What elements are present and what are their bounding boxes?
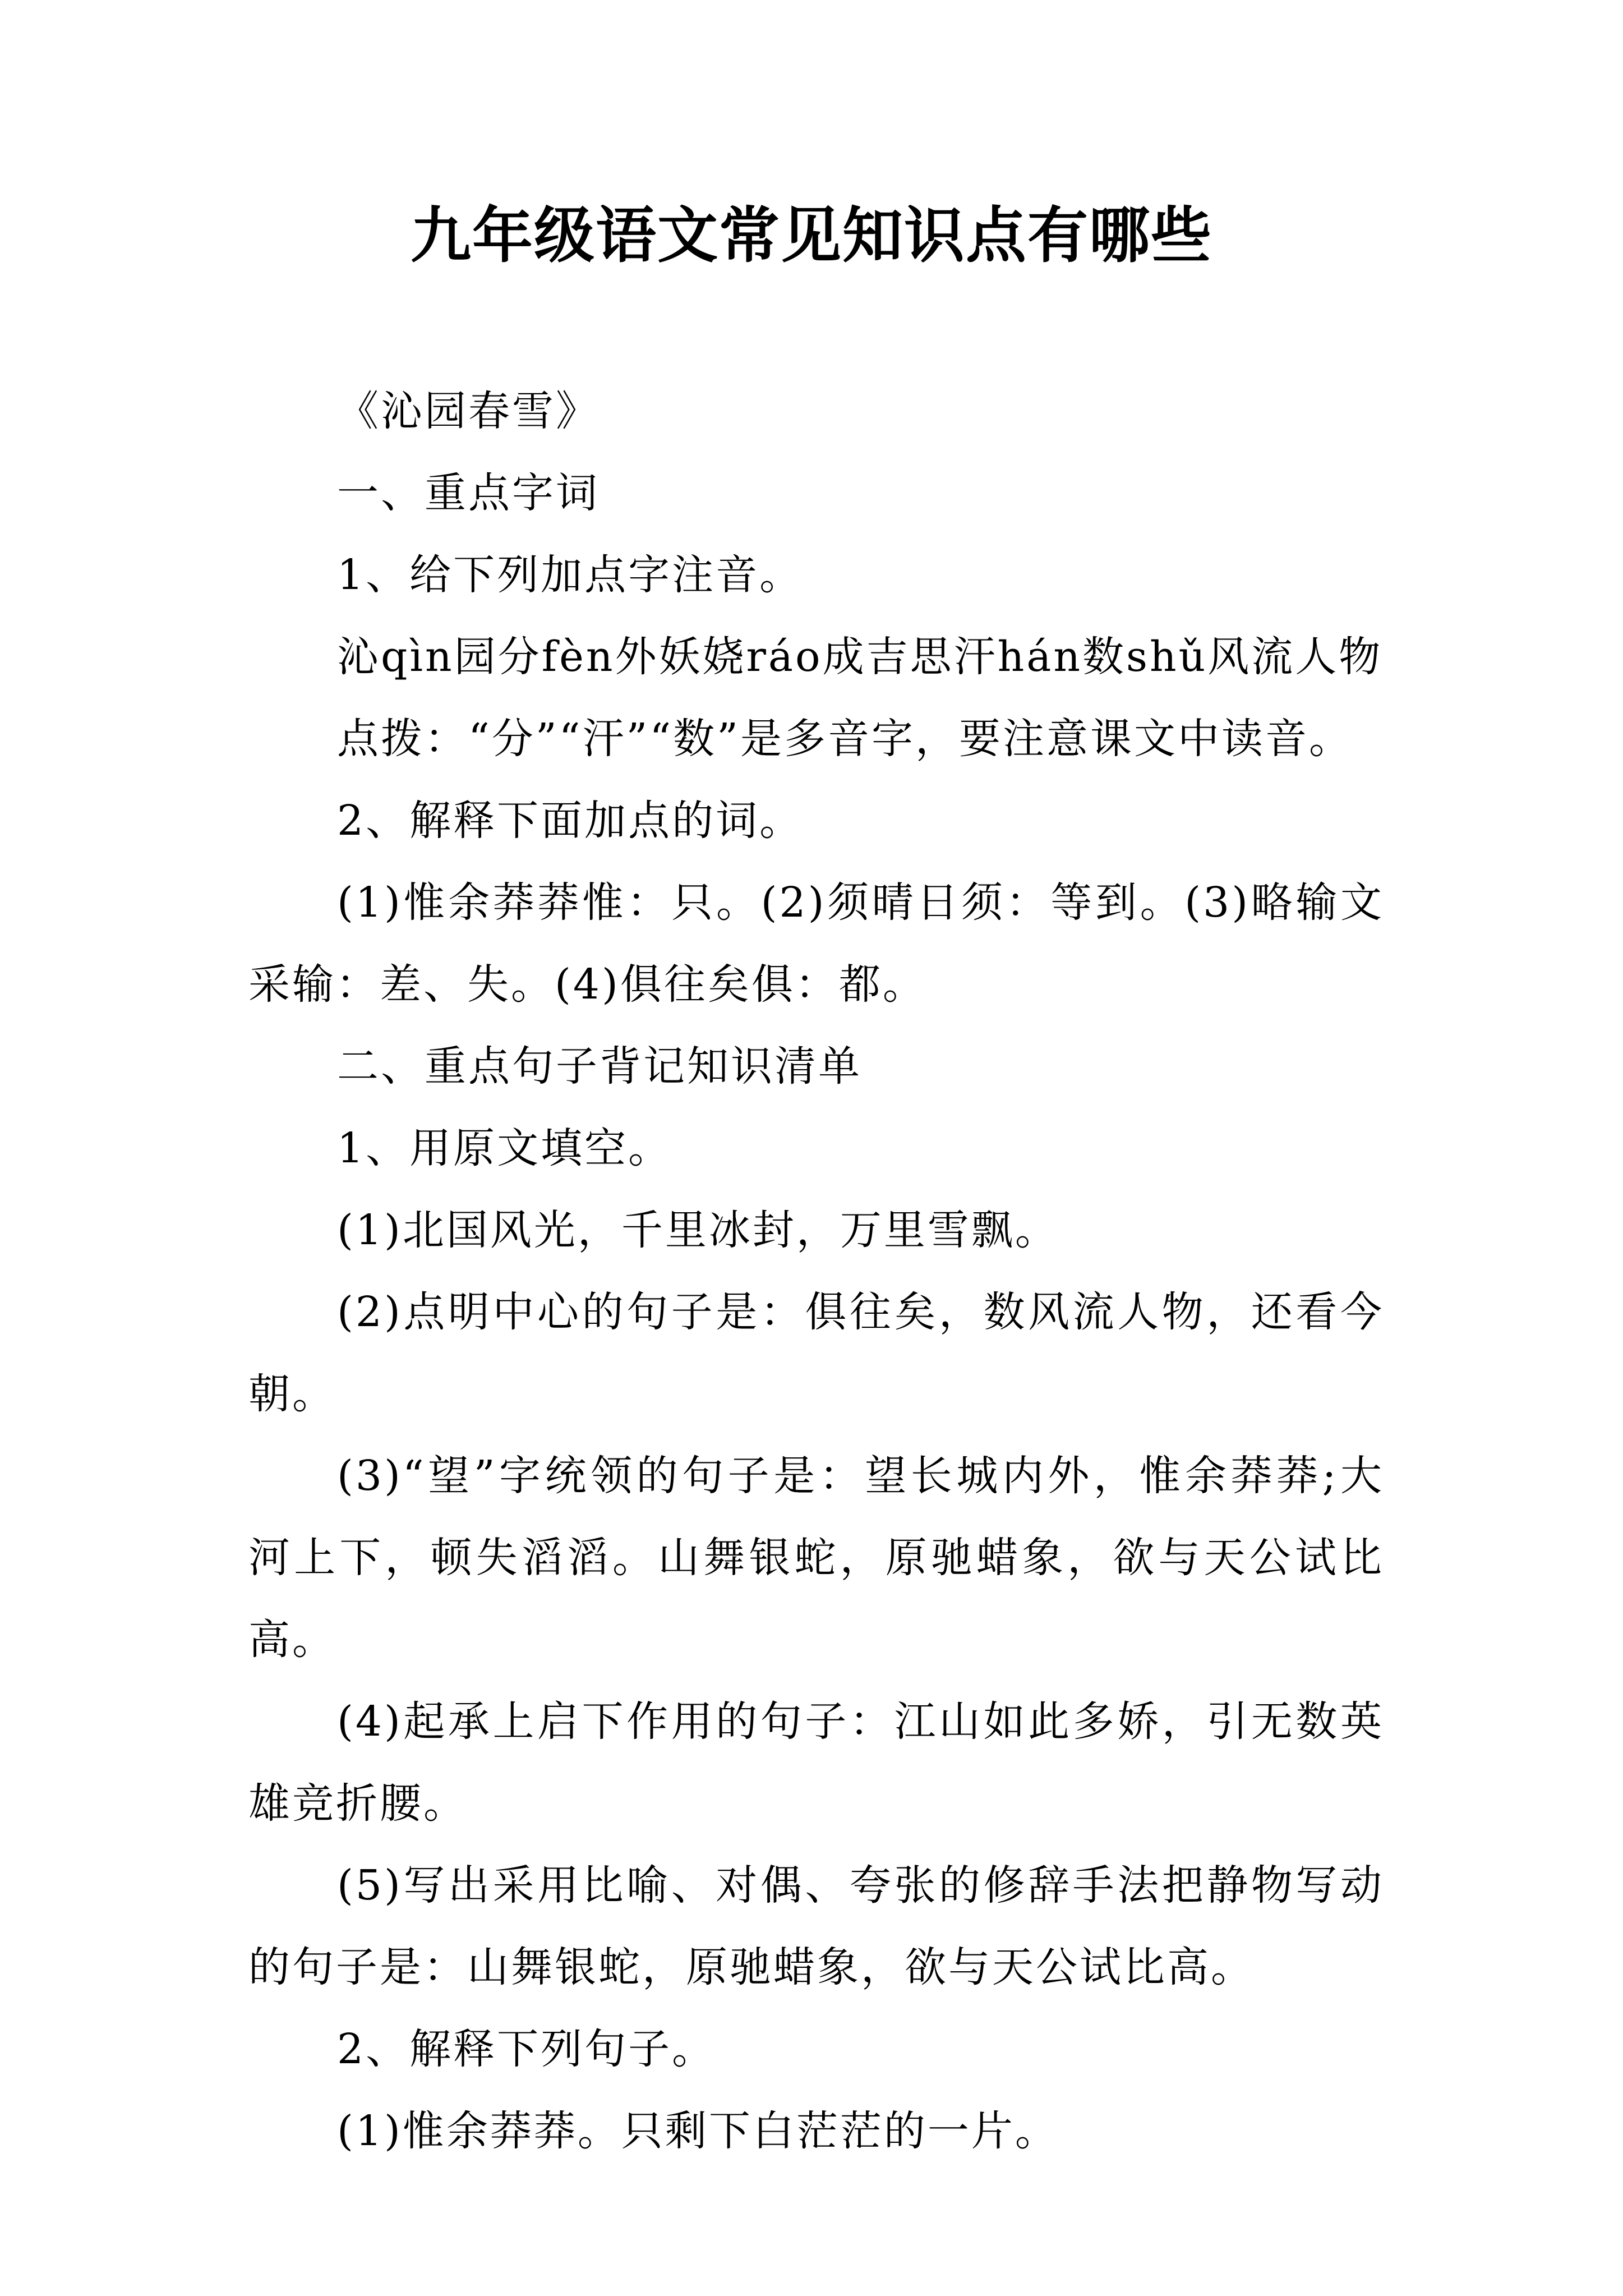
paragraph-hint: 点拨：“分”“汗”“数”是多音字，要注意课文中读音。 <box>337 715 1353 763</box>
paragraph-fill-3: (3)“望”字统领的句子是：望长城内外，惟余莽莽;大河上下，顿失滔滔。山舞银蛇，原驰蜡象，欲与天公试比高。 <box>248 1452 1384 1664</box>
paragraph-question-2: 2、解释下面加点的词。 <box>337 797 804 845</box>
document-title: 九年级语文常见知识点有哪些 <box>410 200 1212 271</box>
paragraph-fill-in-heading: 1、用原文填空。 <box>337 1124 672 1172</box>
paragraph-fill-4: (4)起承上启下作用的句子：江山如此多娇，引无数英雄竞折腰。 <box>248 1697 1384 1828</box>
document-body <box>248 370 1384 2172</box>
paragraph-pinyin-answers: 沁qìn园分fèn外妖娆ráo成吉思汗hán数shǔ风流人物 <box>337 633 1383 681</box>
paragraph-fill-2: (2)点明中心的句子是：俱往矣，数风流人物，还看今朝。 <box>248 1288 1384 1418</box>
paragraph-word-explanations: (1)惟余莽莽惟：只。(2)须晴日须：等到。(3)略输文采输：差、失。(4)俱往矣俱：都。 <box>248 878 1384 1009</box>
paragraph-section-1-heading: 一、重点字词 <box>337 469 600 517</box>
paragraph-poem-title: 《沁园春雪》 <box>337 387 600 435</box>
paragraph-explain-heading: 2、解释下列句子。 <box>337 2025 716 2073</box>
paragraph-question-1: 1、给下列加点字注音。 <box>337 551 804 599</box>
paragraph-section-2-heading: 二、重点句子背记知识清单 <box>337 1042 862 1091</box>
paragraph-fill-5: (5)写出采用比喻、对偶、夸张的修辞手法把静物写动的句子是：山舞银蛇，原驰蜡象，欲与天公试比高。 <box>248 1861 1384 1991</box>
paragraph-explain-1: (1)惟余莽莽。只剩下白茫茫的一片。 <box>337 2107 1059 2155</box>
paragraph-fill-1: (1)北国风光，千里冰封，万里雪飘。 <box>337 1206 1059 1254</box>
